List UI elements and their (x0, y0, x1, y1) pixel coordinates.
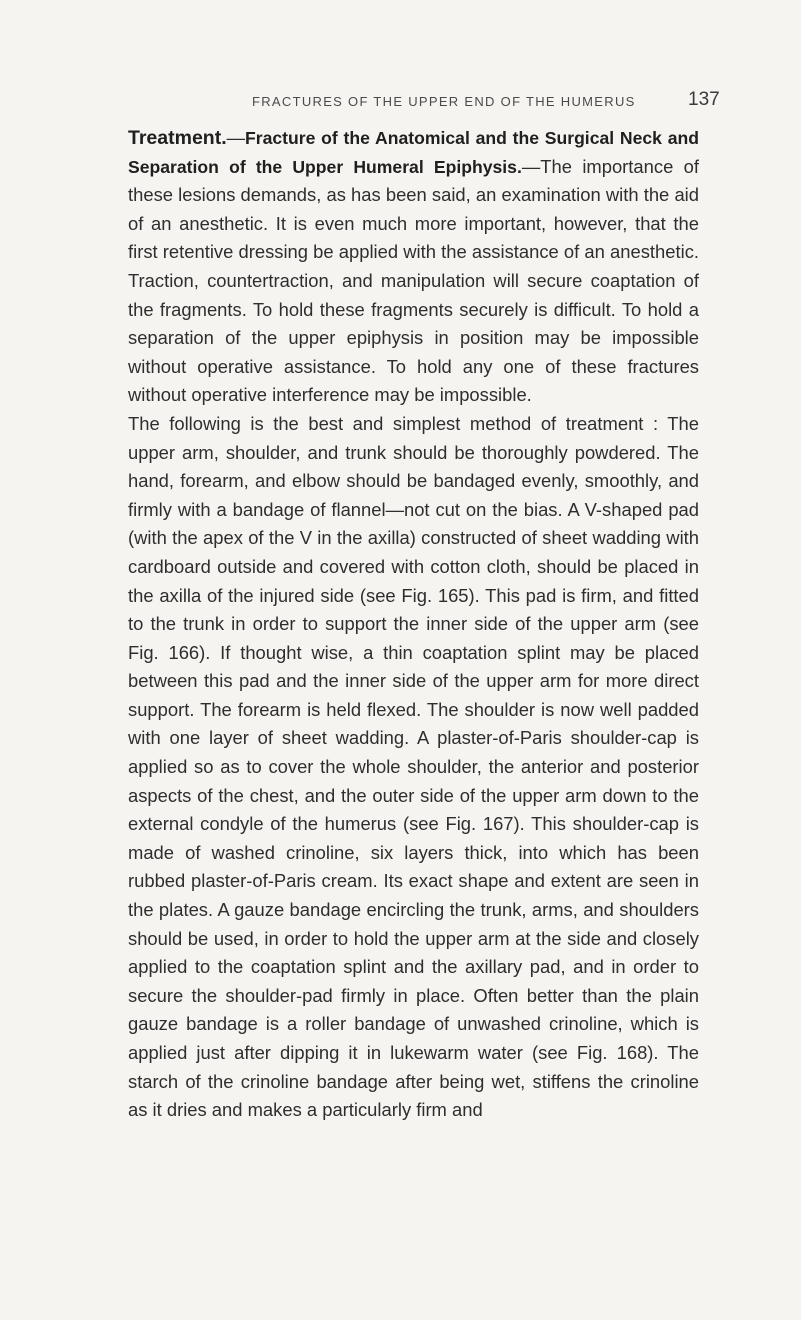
section-subheading: Fracture of the Anatomical and the Surgical Neck and Separation of the Upper Humeral Epiphysis. (128, 128, 699, 177)
paragraph-2-text: The following is the best and simplest method of treatment : The upper arm, shoulder, and trunk should be thoroughly powdered. The hand, forearm, and elbow should be bandaged evenly, smoothly, and firmly with a bandage of flannel—not cut on the bias. A V-shaped pad (with the apex of the V in the axilla) constructed of sheet wadding with cardboard outside and covered with cotton cloth, should be placed in the axilla of the injured side (see Fig. 165). This pad is firm, and fitted to the trunk in order to support the inner side of the upper arm (see Fig. 166). If thought wise, a thin coaptation splint may be placed between this pad and the inner side of the upper arm for more direct support. The forearm is held flexed. The shoulder is now well padded with one layer of sheet wadding. A plaster-of-Paris shoulder-cap is applied so as to cover the whole shoulder, the anterior and posterior aspects of the chest, and the outer side of the upper arm down to the external condyle of the humerus (see Fig. 167). This shoulder-cap is made of washed crinoline, six layers thick, into which has been rubbed plaster-of-Paris cream. Its exact shape and extent are seen in the plates. A gauze bandage encircling the trunk, arms, and shoulders should be used, in order to hold the upper arm at the side and closely applied to the coaptation splint and the axillary pad, and in order to secure the shoulder-pad firmly in place. Often better than the plain gauze bandage is a roller bandage of unwashed crinoline, which is applied just after dipping it in lukewarm water (see Fig. 168). The starch of the crinoline bandage after being wet, stiffens the crinoline as it dries and makes a particularly firm and (128, 412, 699, 1121)
paragraph-1-text: The importance of these lesions demands, as has been said, an examination with the aid of an anesthetic. It is even much more important, however, that the first retentive dressing be applied with the assistance of an anesthetic. Traction, countertraction, and manipulation will secure coaptation of the fragments. To hold these fragments securely is difficult. To hold a separation of the upper epiphysis in position may be impossible without operative assistance. To hold any one of these fractures without operative interference may be impossible. (128, 155, 699, 406)
running-head: FRACTURES OF THE UPPER END OF THE HUMERUS (252, 94, 636, 109)
paragraph-2 (128, 410, 699, 1125)
label-dash: — (226, 127, 246, 148)
section-label: Treatment. (128, 127, 227, 149)
page-number: 137 (688, 89, 720, 110)
subheading-dash: — (521, 155, 541, 177)
body-text (128, 124, 699, 1125)
paragraph-1 (128, 124, 699, 410)
